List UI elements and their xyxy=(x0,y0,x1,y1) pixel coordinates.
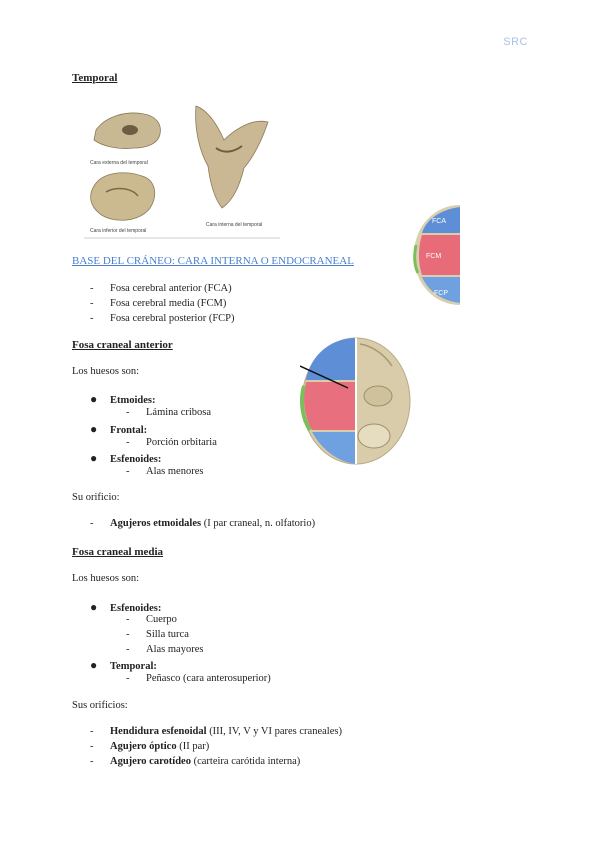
list-item: ● Esfenoides: xyxy=(90,451,162,465)
fosa-media-heading: Fosa craneal media xyxy=(72,546,164,558)
list-item: - Agujero óptico (II par) xyxy=(90,741,210,752)
fosa-anterior-orificio-intro: Su orificio: xyxy=(72,492,120,503)
temporal-bone-figure xyxy=(84,100,280,240)
header-initials: SRC xyxy=(503,36,528,48)
fosa-media-orificios-intro: Sus orificios: xyxy=(72,700,128,711)
fca-label: FCA xyxy=(432,218,446,225)
fcp-label: FCP xyxy=(434,290,448,297)
list-item: - Fosa cerebral posterior (FCP) xyxy=(90,313,235,324)
fosa-anterior-heading: Fosa craneal anterior xyxy=(72,339,173,351)
list-item: - Alas mayores xyxy=(126,644,204,655)
skull-base-figure xyxy=(300,336,412,466)
temporal-caption-1: Cara externa del temporal xyxy=(90,160,148,166)
list-item: - Silla turca xyxy=(126,629,189,640)
list-item: ● Temporal: xyxy=(90,658,157,672)
list-item: ● Frontal: xyxy=(90,422,148,436)
fosa-media-huesos-intro: Los huesos son: xyxy=(72,573,140,584)
temporal-heading: Temporal xyxy=(72,72,118,84)
list-item: - Fosa cerebral anterior (FCA) xyxy=(90,283,232,294)
temporal-caption-3: Cara inferior del temporal xyxy=(90,228,147,234)
fosa-anterior-huesos-intro: Los huesos son: xyxy=(72,366,140,377)
list-item: ● Esfenoides: xyxy=(90,600,162,614)
list-item: - Porción orbitaria xyxy=(126,437,217,448)
list-item: - Fosa cerebral media (FCM) xyxy=(90,298,227,309)
list-item: - Hendidura esfenoidal (III, IV, V y VI pares craneales) xyxy=(90,726,342,737)
list-item: - Alas menores xyxy=(126,466,204,477)
list-item: - Agujeros etmoidales (I par craneal, n. olfatorio) xyxy=(90,518,316,529)
temporal-caption-2: Cara interna del temporal xyxy=(206,222,263,228)
fcm-label: FCM xyxy=(426,253,442,260)
list-item: - Peñasco (cara anterosuperior) xyxy=(126,673,271,684)
list-item: ● Etmoides: xyxy=(90,392,156,406)
fosas-side-figure xyxy=(412,205,460,305)
list-item: - Agujero carotídeo (carteira carótida interna) xyxy=(90,756,301,767)
list-item: - Lámina cribosa xyxy=(126,407,212,418)
base-craneo-title[interactable]: BASE DEL CRÁNEO: CARA INTERNA O ENDOCRANEAL xyxy=(72,255,354,267)
list-item: - Cuerpo xyxy=(126,614,177,625)
